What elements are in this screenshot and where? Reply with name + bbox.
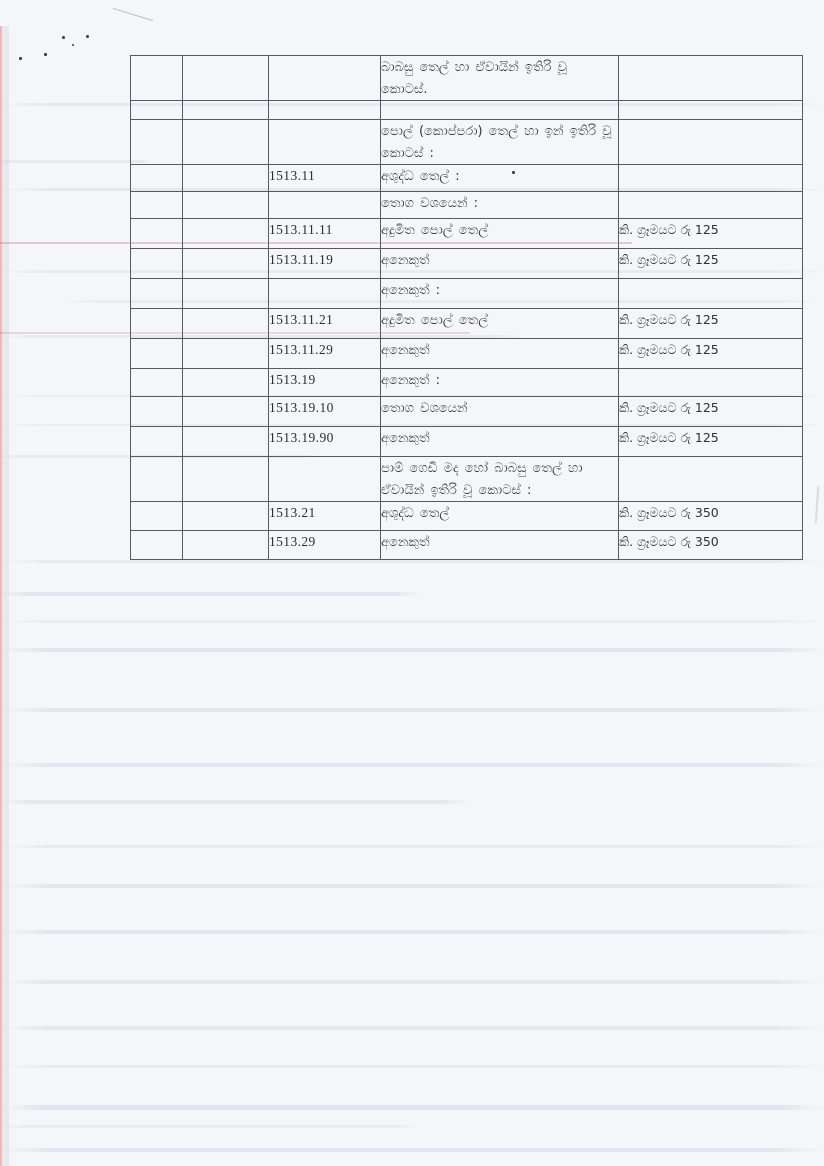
margin-cell-2: [183, 249, 269, 279]
margin-cell-2: [183, 56, 269, 101]
hs-code-cell: [269, 427, 381, 457]
description-text: අශුද්ධ තෙල් :: [381, 169, 460, 184]
description-text: අනෙකුත් :: [381, 283, 441, 298]
scan-streak: [0, 648, 824, 652]
description-cell: [381, 427, 619, 457]
hs-code: 1513.29: [269, 534, 316, 549]
hs-code: 1513.11.29: [269, 342, 334, 357]
scan-streak: [0, 708, 824, 712]
scan-streak: [0, 980, 824, 984]
rate-value: කි. ග්‍රෑමයට රු 125: [619, 312, 719, 327]
table-row: [131, 56, 803, 101]
hs-code-cell: [269, 56, 381, 101]
rate-cell: [619, 249, 803, 279]
margin-cell-1: [131, 309, 183, 339]
table-row: [131, 339, 803, 369]
scan-streak: [0, 592, 420, 596]
rate-cell: [619, 531, 803, 560]
description-text: පාම් ගෙඩි මද හෝ බාබසු තෙල් හා ඒවායින් ඉතිරි වූ කොටස් :: [381, 461, 583, 498]
hs-code-cell: [269, 502, 381, 531]
margin-cell-1: [131, 56, 183, 101]
margin-cell-2: [183, 397, 269, 427]
hs-code-cell: [269, 249, 381, 279]
rate-value: කි. ග්‍රෑමයට රු 125: [619, 222, 719, 237]
hs-code-cell: [269, 339, 381, 369]
description-cell: [381, 120, 619, 165]
rate-cell: [619, 369, 803, 397]
scan-streak: [0, 884, 824, 888]
scan-edge-shadow: [3, 26, 9, 1166]
margin-cell-1: [131, 249, 183, 279]
hs-code: 1513.11.19: [269, 252, 334, 267]
hs-code: 1513.11.21: [269, 312, 334, 327]
margin-cell-2: [183, 165, 269, 192]
rate-value: කි. ග්‍රෑමයට රු 125: [619, 342, 719, 357]
margin-cell-2: [183, 309, 269, 339]
table-row: [131, 457, 803, 502]
description-text: අශුද්ධ තෙල්: [381, 506, 450, 521]
table-row: [131, 309, 803, 339]
rate-value: කි. ග්‍රෑමයට රු 125: [619, 400, 719, 415]
hs-code: 1513.11.11: [269, 222, 333, 237]
red-scan-line: [0, 242, 632, 244]
description-cell: [381, 219, 619, 249]
ink-speck: [44, 53, 47, 56]
margin-cell-2: [183, 369, 269, 397]
description-cell: [381, 165, 619, 192]
table-row: [131, 531, 803, 560]
description-cell: [381, 397, 619, 427]
description-text: අනෙකුත් :: [381, 373, 441, 388]
description-text: තොග වශයෙන් :: [381, 196, 479, 211]
hs-code-cell: [269, 165, 381, 192]
hs-code: 1513.11: [269, 168, 316, 183]
scan-streak: [0, 763, 824, 767]
description-cell: [381, 457, 619, 502]
description-cell: [381, 531, 619, 560]
margin-cell-1: [131, 502, 183, 531]
ink-speck: [512, 171, 515, 174]
ink-speck: [62, 36, 65, 39]
description-cell: [381, 369, 619, 397]
rate-value: කි. ග්‍රෑමයට රු 125: [619, 430, 719, 445]
rate-cell: [619, 56, 803, 101]
hs-code-cell: [269, 219, 381, 249]
ink-speck: [86, 35, 89, 38]
ink-speck: [72, 44, 74, 46]
scan-streak: [0, 930, 824, 934]
description-text: අදුමිත පොල් තෙල්: [381, 223, 489, 238]
margin-cell-2: [183, 339, 269, 369]
rate-cell: [619, 397, 803, 427]
description-text: අනෙකුත්: [381, 535, 430, 550]
rate-cell: [619, 192, 803, 219]
scan-streak: [0, 1065, 824, 1068]
table-row: [131, 192, 803, 219]
rate-value: කි. ග්‍රෑමයට රු 125: [619, 252, 719, 267]
margin-cell-2: [183, 192, 269, 219]
margin-cell-2: [183, 101, 269, 120]
scratch-mark: [113, 8, 153, 21]
margin-cell-1: [131, 339, 183, 369]
margin-cell-1: [131, 397, 183, 427]
hs-code-cell: [269, 309, 381, 339]
rate-cell: [619, 502, 803, 531]
hs-code: 1513.19: [269, 372, 316, 387]
description-text: පොල් (කොප්පරා) තෙල් හා ඉන් ඉතිරි වූ කොටස් :: [381, 124, 612, 161]
margin-cell-1: [131, 101, 183, 120]
tariff-table: [130, 55, 803, 560]
scan-streak: [0, 160, 150, 163]
hs-code-cell: [269, 101, 381, 120]
hs-code-cell: [269, 531, 381, 560]
margin-cell-1: [131, 427, 183, 457]
hs-code-cell: [269, 457, 381, 502]
rate-cell: [619, 427, 803, 457]
scan-streak: [0, 1148, 824, 1152]
scan-streak: [0, 800, 470, 804]
margin-cell-2: [183, 279, 269, 309]
scan-streak: [0, 1026, 824, 1030]
description-cell: [381, 309, 619, 339]
rate-cell: [619, 165, 803, 192]
red-scan-line: [0, 332, 470, 334]
description-cell: [381, 502, 619, 531]
description-text: අදුමිත පොල් තෙල්: [381, 313, 489, 328]
table-row: [131, 397, 803, 427]
hs-code-cell: [269, 397, 381, 427]
description-text: අනෙකුත්: [381, 343, 430, 358]
margin-cell-1: [131, 279, 183, 309]
margin-cell-2: [183, 120, 269, 165]
hs-code-cell: [269, 120, 381, 165]
ink-speck: [19, 57, 22, 60]
description-cell: [381, 279, 619, 309]
table-row: [131, 279, 803, 309]
table-row: [131, 219, 803, 249]
margin-cell-2: [183, 531, 269, 560]
table-row: [131, 101, 803, 120]
description-cell: [381, 192, 619, 219]
rate-cell: [619, 279, 803, 309]
rate-cell: [619, 339, 803, 369]
rate-value: කි. ග්‍රෑමයට රු 350: [619, 505, 719, 520]
rate-cell: [619, 219, 803, 249]
scan-streak: [0, 560, 824, 563]
description-text: බාබසු තෙල් හා ඒවායින් ඉතිරි වූ කොටස්.: [381, 60, 567, 97]
rate-cell: [619, 457, 803, 502]
scan-streak: [0, 620, 824, 623]
margin-cell-1: [131, 531, 183, 560]
description-cell: [381, 339, 619, 369]
margin-cell-1: [131, 165, 183, 192]
description-text: අනෙකුත්: [381, 431, 430, 446]
margin-cell-1: [131, 369, 183, 397]
margin-cell-1: [131, 120, 183, 165]
hs-code-cell: [269, 192, 381, 219]
hs-code: 1513.21: [269, 505, 316, 520]
description-cell: [381, 56, 619, 101]
margin-cell-1: [131, 457, 183, 502]
description-text: අනෙකුත්: [381, 253, 430, 268]
table-row: [131, 120, 803, 165]
scan-streak: [0, 1105, 824, 1110]
table-row: [131, 427, 803, 457]
rate-cell: [619, 120, 803, 165]
description-text: තොග වශයෙන්: [381, 401, 468, 416]
margin-cell-2: [183, 502, 269, 531]
hs-code: 1513.19.10: [269, 400, 334, 415]
rate-value: කි. ග්‍රෑමයට රු 350: [619, 534, 719, 549]
scan-streak: [0, 845, 824, 848]
scan-edge-artifact: [0, 26, 3, 1166]
rate-cell: [619, 309, 803, 339]
hs-code: 1513.19.90: [269, 430, 334, 445]
scan-mark: [815, 486, 820, 524]
scan-streak: [0, 1125, 420, 1128]
description-cell: [381, 101, 619, 120]
margin-cell-2: [183, 219, 269, 249]
table-row: [131, 165, 803, 192]
hs-code-cell: [269, 369, 381, 397]
margin-cell-2: [183, 457, 269, 502]
margin-cell-2: [183, 427, 269, 457]
table-row: [131, 369, 803, 397]
margin-cell-1: [131, 192, 183, 219]
hs-code-cell: [269, 279, 381, 309]
rate-cell: [619, 101, 803, 120]
description-cell: [381, 249, 619, 279]
table-row: [131, 249, 803, 279]
table-row: [131, 502, 803, 531]
margin-cell-1: [131, 219, 183, 249]
